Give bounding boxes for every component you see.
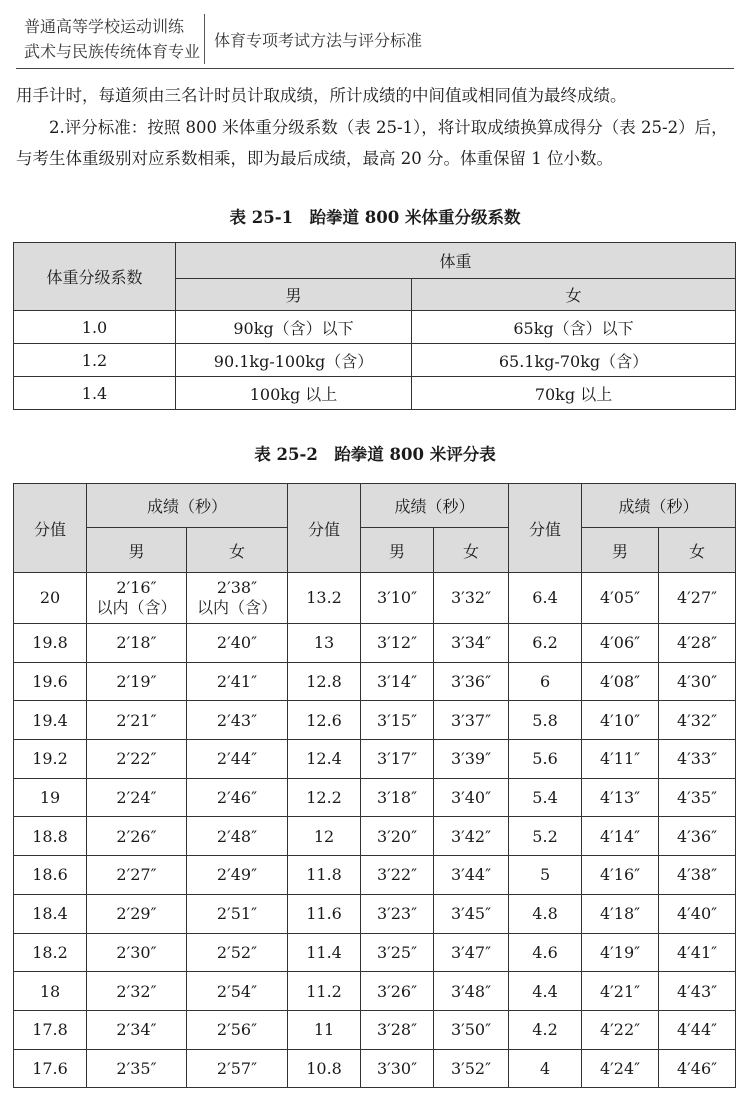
female-time-cell: 2′44″	[187, 740, 288, 779]
male-time-cell: 3′15″	[361, 701, 434, 740]
male-header: 男	[176, 279, 412, 311]
male-time-cell: 3′25″	[361, 933, 434, 972]
table-row	[14, 1049, 736, 1088]
female-time-cell: 3′37″	[434, 701, 509, 740]
female-time-cell: 4′30″	[659, 662, 736, 701]
female-time-cell: 4′27″	[659, 573, 736, 624]
male-time-cell: 2′35″	[87, 1049, 187, 1088]
male-time-cell: 3′20″	[361, 817, 434, 856]
male-time-cell: 3′23″	[361, 894, 434, 933]
male-time-cell: 2′21″	[87, 701, 187, 740]
female-time-cell: 4′43″	[659, 972, 736, 1011]
score-cell: 6.4	[509, 573, 582, 624]
score-cell: 5.6	[509, 740, 582, 779]
score-cell: 11.6	[288, 894, 361, 933]
table-row	[14, 624, 736, 663]
female-time-cell: 2′57″	[187, 1049, 288, 1088]
score-cell: 12.6	[288, 701, 361, 740]
header-divider	[204, 14, 205, 64]
female-time-cell: 2′43″	[187, 701, 288, 740]
result-header: 成绩（秒）	[87, 484, 288, 528]
male-time-cell: 4′10″	[582, 701, 659, 740]
female-time-cell: 4′36″	[659, 817, 736, 856]
score-cell: 11.2	[288, 972, 361, 1011]
score-cell: 12.8	[288, 662, 361, 701]
weight-coefficient-table	[13, 242, 736, 410]
male-time-cell: 2′18″	[87, 624, 187, 663]
result-header: 成绩（秒）	[361, 484, 509, 528]
paragraph-timing: 用手计时，每道须由三名计时员计取成绩，所计成绩的中间值或相同值为最终成绩。	[16, 86, 627, 105]
female-time-cell: 2′46″	[187, 778, 288, 817]
score-cell: 12	[288, 817, 361, 856]
score-cell: 12.2	[288, 778, 361, 817]
female-header: 女	[659, 528, 736, 573]
coef-cell: 1.2	[14, 344, 176, 377]
score-cell: 20	[14, 573, 87, 624]
female-header: 女	[412, 279, 736, 311]
male-time-cell: 2′24″	[87, 778, 187, 817]
score-cell: 18.6	[14, 856, 87, 895]
male-time-cell: 4′11″	[582, 740, 659, 779]
female-weight-cell: 65.1kg-70kg（含）	[412, 344, 736, 377]
male-time-cell: 4′16″	[582, 856, 659, 895]
female-time-cell: 4′33″	[659, 740, 736, 779]
female-time-cell: 4′46″	[659, 1049, 736, 1088]
score-cell: 4.6	[509, 933, 582, 972]
coef-cell: 1.0	[14, 311, 176, 344]
female-time-cell	[187, 573, 288, 624]
table-row	[14, 972, 736, 1011]
score-cell: 19.4	[14, 701, 87, 740]
table2-caption: 表 25-2 跆拳道 800 米评分表	[254, 445, 496, 464]
result-header: 成绩（秒）	[582, 484, 736, 528]
coef-cell: 1.4	[14, 377, 176, 410]
female-time-cell: 2′48″	[187, 817, 288, 856]
score-cell: 4.4	[509, 972, 582, 1011]
score-cell: 13.2	[288, 573, 361, 624]
female-header: 女	[187, 528, 288, 573]
female-weight-cell: 70kg 以上	[412, 377, 736, 410]
score-cell: 5.4	[509, 778, 582, 817]
female-time-cell: 2′41″	[187, 662, 288, 701]
male-time-cell: 3′12″	[361, 624, 434, 663]
female-time-cell: 2′49″	[187, 856, 288, 895]
score-cell: 4.8	[509, 894, 582, 933]
female-time-cell: 3′32″	[434, 573, 509, 624]
female-time-cell: 3′39″	[434, 740, 509, 779]
page-header	[0, 0, 750, 76]
table-row	[14, 344, 736, 377]
table-row	[14, 856, 736, 895]
score-cell: 18.4	[14, 894, 87, 933]
female-header: 女	[434, 528, 509, 573]
male-time-cell: 3′22″	[361, 856, 434, 895]
time-value: 2′16″	[116, 578, 157, 597]
female-time-cell: 4′32″	[659, 701, 736, 740]
time-note: 以内（含）	[197, 598, 278, 617]
male-time-cell: 3′26″	[361, 972, 434, 1011]
book-title-line2: 武术与民族传统体育专业	[24, 42, 201, 61]
table-row	[14, 662, 736, 701]
female-time-cell: 2′40″	[187, 624, 288, 663]
score-cell: 6	[509, 662, 582, 701]
male-time-cell: 2′32″	[87, 972, 187, 1011]
male-time-cell: 2′29″	[87, 894, 187, 933]
score-cell: 13	[288, 624, 361, 663]
table-row	[14, 311, 736, 344]
female-time-cell: 4′40″	[659, 894, 736, 933]
female-time-cell: 3′47″	[434, 933, 509, 972]
male-time-cell: 3′28″	[361, 1010, 434, 1049]
score-cell: 11.8	[288, 856, 361, 895]
male-time-cell: 2′19″	[87, 662, 187, 701]
table-row	[14, 701, 736, 740]
table-row	[14, 817, 736, 856]
male-header: 男	[582, 528, 659, 573]
table-row	[14, 740, 736, 779]
male-time-cell: 2′26″	[87, 817, 187, 856]
female-time-cell: 4′41″	[659, 933, 736, 972]
female-time-cell: 4′44″	[659, 1010, 736, 1049]
score-header: 分值	[14, 484, 87, 573]
score-cell: 11.4	[288, 933, 361, 972]
time-value: 2′38″	[216, 578, 258, 597]
female-time-cell: 4′35″	[659, 778, 736, 817]
score-cell: 11	[288, 1010, 361, 1049]
male-time-cell: 2′22″	[87, 740, 187, 779]
male-time-cell: 2′30″	[87, 933, 187, 972]
score-cell: 17.8	[14, 1010, 87, 1049]
male-time-cell: 2′27″	[87, 856, 187, 895]
coef-header: 体重分级系数	[14, 243, 176, 311]
score-cell: 5.2	[509, 817, 582, 856]
table-row	[14, 1010, 736, 1049]
score-cell: 17.6	[14, 1049, 87, 1088]
book-title-line1: 普通高等学校运动训练	[24, 17, 185, 36]
male-time-cell: 4′19″	[582, 933, 659, 972]
score-header: 分值	[288, 484, 361, 573]
male-time-cell: 3′18″	[361, 778, 434, 817]
male-time-cell: 4′14″	[582, 817, 659, 856]
female-time-cell: 4′38″	[659, 856, 736, 895]
score-cell: 18.8	[14, 817, 87, 856]
book-title	[24, 14, 200, 64]
female-time-cell: 2′51″	[187, 894, 288, 933]
score-cell: 6.2	[509, 624, 582, 663]
score-table	[13, 483, 736, 1088]
female-time-cell: 3′42″	[434, 817, 509, 856]
female-time-cell: 3′50″	[434, 1010, 509, 1049]
table-row	[14, 573, 736, 624]
male-time-cell: 2′34″	[87, 1010, 187, 1049]
male-time-cell: 4′18″	[582, 894, 659, 933]
male-time-cell: 4′06″	[582, 624, 659, 663]
table-row	[14, 377, 736, 410]
male-time-cell	[87, 573, 187, 624]
score-cell: 4	[509, 1049, 582, 1088]
female-time-cell: 2′56″	[187, 1010, 288, 1049]
chapter-title: 体育专项考试方法与评分标准	[214, 31, 423, 50]
male-weight-cell: 100kg 以上	[176, 377, 412, 410]
female-time-cell: 2′52″	[187, 933, 288, 972]
score-cell: 18.2	[14, 933, 87, 972]
female-time-cell: 3′36″	[434, 662, 509, 701]
male-time-cell: 3′17″	[361, 740, 434, 779]
female-time-cell: 3′45″	[434, 894, 509, 933]
score-cell: 19.8	[14, 624, 87, 663]
male-time-cell: 4′21″	[582, 972, 659, 1011]
female-time-cell: 4′28″	[659, 624, 736, 663]
male-time-cell: 4′08″	[582, 662, 659, 701]
score-cell: 5.8	[509, 701, 582, 740]
score-cell: 10.8	[288, 1049, 361, 1088]
score-cell: 12.4	[288, 740, 361, 779]
male-time-cell: 3′10″	[361, 573, 434, 624]
male-header: 男	[361, 528, 434, 573]
male-time-cell: 4′24″	[582, 1049, 659, 1088]
weight-header: 体重	[176, 243, 736, 279]
header-rule	[16, 68, 734, 69]
female-time-cell: 3′44″	[434, 856, 509, 895]
female-time-cell: 3′40″	[434, 778, 509, 817]
female-time-cell: 3′34″	[434, 624, 509, 663]
score-cell: 19.6	[14, 662, 87, 701]
score-cell: 4.2	[509, 1010, 582, 1049]
score-table-body	[14, 624, 736, 1088]
female-time-cell: 3′52″	[434, 1049, 509, 1088]
male-time-cell: 3′14″	[361, 662, 434, 701]
score-cell: 5	[509, 856, 582, 895]
table-row	[14, 894, 736, 933]
score-header: 分值	[509, 484, 582, 573]
score-cell: 19.2	[14, 740, 87, 779]
table-row	[14, 933, 736, 972]
male-header: 男	[87, 528, 187, 573]
male-weight-cell: 90.1kg-100kg（含）	[176, 344, 412, 377]
paragraph-scoring: 2.评分标准：按照 800 米体重分级系数（表 25-1），将计取成绩换算成得分（表 25-2）后，与考生体重级别对应系数相乘，即为最后成绩，最高 20 分。体重保留 1 位小数。	[16, 118, 728, 168]
female-time-cell: 2′54″	[187, 972, 288, 1011]
table-row	[14, 778, 736, 817]
male-time-cell: 4′22″	[582, 1010, 659, 1049]
male-time-cell: 3′30″	[361, 1049, 434, 1088]
male-weight-cell: 90kg（含）以下	[176, 311, 412, 344]
score-cell: 19	[14, 778, 87, 817]
table1-caption: 表 25-1 跆拳道 800 米体重分级系数	[229, 208, 521, 227]
male-time-cell: 4′13″	[582, 778, 659, 817]
time-note: 以内（含）	[96, 598, 177, 617]
female-time-cell: 3′48″	[434, 972, 509, 1011]
male-time-cell: 4′05″	[582, 573, 659, 624]
female-weight-cell: 65kg（含）以下	[412, 311, 736, 344]
score-cell: 18	[14, 972, 87, 1011]
